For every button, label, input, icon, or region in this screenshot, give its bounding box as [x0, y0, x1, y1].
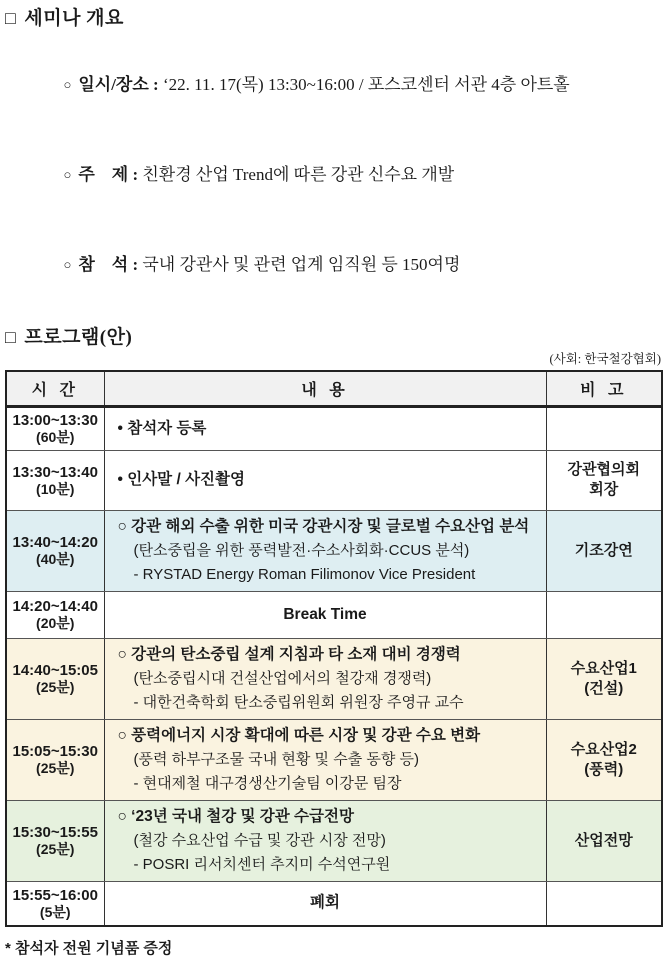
content-line: (풍력 하부구조물 국내 현황 및 수출 동향 등) [133, 750, 419, 768]
time-cell [6, 450, 104, 510]
program-table-row [6, 510, 662, 591]
time-range: 13:00~13:30 [12, 412, 98, 429]
note-cell [546, 638, 662, 719]
overview-item-value: 친환경 산업 Trend에 따른 강관 신수요 개발 [138, 165, 455, 184]
content-cell [104, 800, 546, 881]
program-table-row [6, 881, 662, 926]
note-cell [546, 800, 662, 881]
circle-bullet-icon: ○ [63, 77, 72, 92]
program-table-row [6, 638, 662, 719]
time-range: 15:30~15:55 [12, 824, 98, 841]
duration: (40분) [36, 551, 75, 567]
content-cell [104, 719, 546, 800]
duration: (60분) [36, 429, 75, 445]
content-line: ○ 강관의 탄소중립 설계 지침과 타 소재 대비 경쟁력 [117, 645, 461, 663]
header-time-column: 시 간 [6, 371, 104, 406]
overview-item-label: 일시/장소 : [78, 75, 159, 94]
content-line: ○ ‘23년 국내 철강 및 강관 수급전망 [117, 807, 354, 825]
duration: (25분) [36, 841, 75, 857]
time-range: 13:30~13:40 [12, 463, 98, 481]
program-heading [5, 325, 661, 350]
content-line: 폐회 [310, 894, 340, 912]
note-line: (풍력) [584, 760, 624, 778]
content-line: (탄소중립을 위한 풍력발전·수소사회화·CCUS 분석) [133, 541, 470, 559]
note-cell [546, 510, 662, 591]
duration: (25분) [36, 760, 75, 776]
time-cell [6, 510, 104, 591]
time-cell [6, 406, 104, 450]
content-line: - 현대제철 대구경생산기술팀 이강문 팀장 [133, 774, 402, 792]
content-line: ○ 강관 해외 수출 위한 미국 강관시장 및 글로벌 수요산업 분석 [117, 517, 530, 535]
program-title: 프로그램(안) [24, 327, 133, 348]
program-table-row [6, 406, 662, 450]
time-cell [6, 719, 104, 800]
duration: (25분) [36, 679, 75, 695]
content-line: - POSRI 리서치센터 추지미 수석연구원 [133, 855, 391, 873]
note-cell [546, 881, 662, 926]
time-range: 14:40~15:05 [12, 662, 98, 679]
program-table [5, 370, 663, 927]
content-line: - RYSTAD Energy Roman Filimonov Vice President [133, 565, 476, 583]
note-line: 수요산업1 [570, 659, 637, 677]
seminar-overview-title: 세미나 개요 [24, 8, 124, 29]
overview-item-value: 국내 강관사 및 관련 업계 임직원 등 150여명 [138, 255, 461, 274]
time-cell [6, 881, 104, 926]
content-cell [104, 638, 546, 719]
content-line: Break Time [283, 605, 367, 623]
duration: (5분) [39, 903, 71, 920]
program-table-row [6, 800, 662, 881]
time-range: 13:40~14:20 [12, 534, 98, 551]
note-cell [546, 406, 662, 450]
square-marker-icon: □ [5, 8, 17, 28]
table-header-row [6, 371, 662, 406]
program-table-row [6, 719, 662, 800]
time-range: 15:05~15:30 [12, 743, 98, 760]
host-note: (사회: 한국철강협회) [549, 352, 661, 366]
note-line: 수요산업2 [570, 740, 637, 758]
circle-bullet-icon: ○ [63, 257, 72, 272]
overview-item-attendees [38, 220, 661, 310]
note-line: 회장 [589, 481, 619, 498]
content-line: - 대한건축학회 탄소중립위원회 위원장 주영규 교수 [133, 693, 464, 711]
program-section [5, 325, 661, 927]
seminar-overview-section [5, 6, 661, 310]
note-cell [546, 450, 662, 510]
content-line: ○ 풍력에너지 시장 확대에 따른 시장 및 강관 수요 변화 [117, 726, 481, 744]
content-line: (철강 수요산업 수급 및 강관 시장 전망) [133, 831, 386, 849]
content-cell [104, 510, 546, 591]
header-note-column: 비 고 [546, 371, 662, 406]
content-cell [104, 881, 546, 926]
duration: (10분) [36, 480, 75, 497]
program-table-row [6, 450, 662, 510]
overview-item-topic [38, 130, 661, 220]
circle-bullet-icon: ○ [63, 167, 72, 182]
note-line: 강관협의회 [567, 461, 640, 478]
time-cell [6, 591, 104, 638]
overview-item-label: 주 제 : [78, 165, 139, 184]
note-cell [546, 591, 662, 638]
time-range: 15:55~16:00 [12, 886, 98, 904]
time-cell [6, 800, 104, 881]
time-cell [6, 638, 104, 719]
program-table-row [6, 591, 662, 638]
note-line: (건설) [584, 679, 624, 697]
content-cell [104, 406, 546, 450]
content-line: (탄소중립시대 건설산업에서의 철강재 경쟁력) [133, 669, 432, 687]
square-marker-icon: □ [5, 327, 17, 347]
header-content-column: 내 용 [104, 371, 546, 406]
footnote-gift-notice: * 참석자 전원 기념품 증정 [5, 940, 173, 957]
seminar-overview-heading [5, 6, 661, 31]
content-line: • 인사말 / 사진촬영 [117, 471, 245, 488]
duration: (20분) [36, 615, 75, 631]
content-cell [104, 450, 546, 510]
note-line: 산업전망 [574, 831, 633, 849]
time-range: 14:20~14:40 [12, 598, 98, 615]
overview-item-datetime-venue [38, 40, 661, 130]
note-line: 기조강연 [574, 541, 633, 559]
overview-item-label: 참 석 : [78, 255, 139, 274]
overview-item-value: ‘22. 11. 17(목) 13:30~16:00 / 포스코센터 서관 4층 아트홀 [158, 75, 570, 94]
note-cell [546, 719, 662, 800]
content-line: • 참석자 등록 [117, 419, 207, 437]
content-cell [104, 591, 546, 638]
overview-item-list [38, 40, 661, 310]
